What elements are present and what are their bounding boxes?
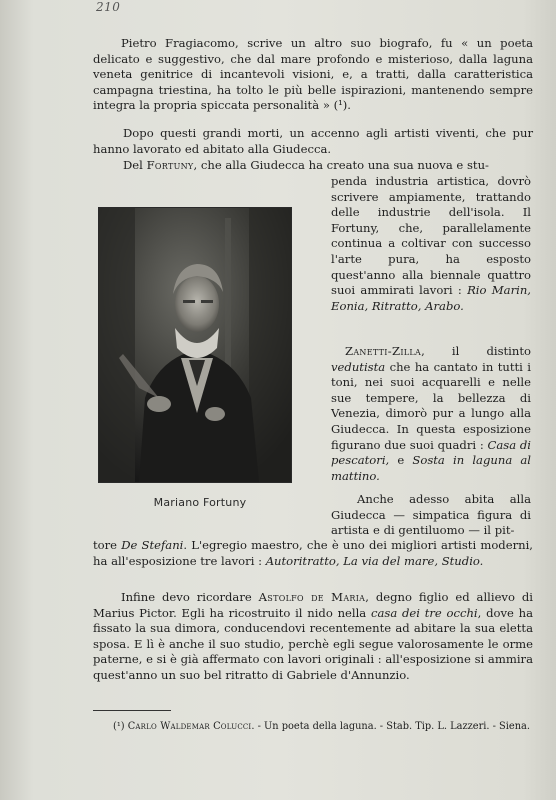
paragraph-de-stefani-first: Anche adesso abita alla Giudecca — simpatica figura di artista e di gentiluomo — il pit- [331,492,531,538]
de-stefani-name: De Stefani [121,538,184,552]
paragraph-astolfo-de-maria [93,590,533,684]
de-maria-text-1: , degno figlio ed allievo di Marius Pictor. Egli ha ricostruito il nido nella [93,590,533,620]
fortuny-works: Rio Marin, Eonia, Ritratto, Arabo. [331,283,531,313]
footnote-marker: (¹) [113,721,128,732]
footnote [93,720,533,734]
photo-caption: Mariano Fortuny [153,496,247,509]
paragraph-fortuny-first-line [93,158,533,174]
de-maria-name: Astolfo de Maria [258,590,366,604]
de-maria-lead: Infine devo ricordare [121,590,259,604]
de-maria-text-2: , dove ha fissato la sua dimora, conducendovi recentemente ad abitare la sua eletta sposa. E lì è anche il suo studio, perchè egli segue valorosamente le orme paterne, e si è già affermato con lavori originali : all'esposizione si ammira quest'anno un suo bel ritratto di Gabriele d'Annunzio. [93,605,534,682]
de-stefani-works: Autoritratto, La via del mare, Studio. [265,553,484,568]
de-stefani-lead: tore [93,538,122,552]
zanetti-work-2: Sosta in laguna al mattino. [331,453,532,483]
paragraph-de-stefani-continued [93,538,533,569]
de-maria-place: casa dei tre occhi [370,605,478,620]
zanetti-vedutista: vedutista [331,359,386,374]
portrait-photo-fortuny [99,208,291,482]
paragraph-fortuny-continued [331,174,531,314]
zanetti-text-2: che ha cantato in tutti i toni, nei suoi acquarelli e nelle sue tempere, la bellezza di Venezia, dimorò pur a lungo alla Giudecca. In questa esposizione figurano due suoi quadri : [331,359,531,452]
zanetti-text-3: e [389,453,413,468]
paragraph-fragiacomo: Pietro Fragiacomo, scrive un altro suo biografo, fu « un poeta delicato e suggestivo, che dal mare profondo e misterioso, dalla laguna veneta genitrice di incantevoli visioni, e, a tratti, dalla caratteristica campagna triestina, ha tolto le più belle ispirazioni, mantenendo sempre integra la propria spiccata personalità » (¹). [93,36,533,113]
fortuny-after-name: , che alla Giudecca ha creato una sua nuova e stu- [193,158,489,172]
zanetti-name: Zanetti-Zilla [345,344,422,358]
page-number: 210 [96,0,121,14]
portrait-illustration [99,208,291,482]
de-stefani-text: . L'egregio maestro, che è uno dei migliori artisti moderni, ha all'esposizione tre lavori : [93,538,533,568]
zanetti-text-1: , il distinto [421,344,531,358]
footnote-text: . - Un poeta della laguna. - Stab. Tip. L. Lazzeri. - Siena. [251,721,530,732]
paragraph-zanetti-zilla [331,344,531,484]
paragraph-living-artists: Dopo questi grandi morti, un accenno agli artisti viventi, che pur hanno lavorato ed abitato alla Giudecca. [93,126,533,156]
fortuny-continued-text: penda industria artistica, dovrò scrivere ampiamente, trattando delle industrie dell'isola. Il Fortuny, che, parallelamente continua a coltivar con successo l'arte pura, ha esposto quest'anno alla biennale quattro suoi ammirati lavori : [331,174,531,298]
footnote-author: Carlo Waldemar Colucci [127,721,252,732]
zanetti-work-1: Casa di pescatori, [331,437,531,468]
fortuny-name: Fortuny [146,158,194,172]
fortuny-lead: Del [123,158,147,172]
footnote-divider [93,710,171,711]
